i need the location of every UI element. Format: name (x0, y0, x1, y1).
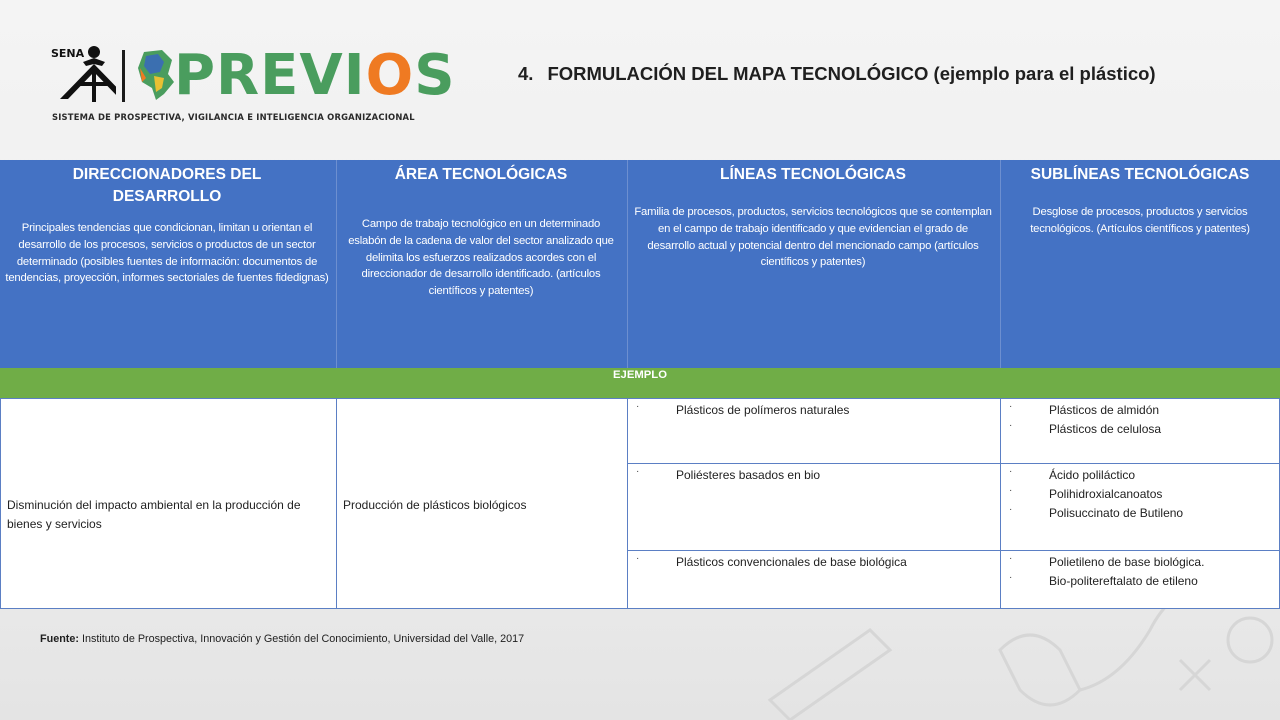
line-cell (627, 398, 1001, 464)
colombia-map-icon (134, 48, 176, 102)
cross-icon (1180, 660, 1210, 690)
subline-text: Plásticos de celulosa (1049, 422, 1162, 436)
subline-cell (1000, 463, 1280, 551)
source-text: Instituto de Prospectiva, Innovación y Gestión del Conocimiento, Universidad del Valle, 2017 (82, 633, 525, 645)
bullet: · (1009, 401, 1013, 412)
example-band: EJEMPLO (0, 368, 1280, 398)
bullet: · (636, 466, 640, 477)
header-title-drivers: DIRECCIONADORES DEL DESARROLLO (72, 166, 262, 205)
line-cell (627, 463, 1001, 551)
header-divider (1000, 160, 1001, 368)
header-desc-drivers: Principales tendencias que condicionan, limitan u orientan el desarrollo de los procesos, servicios o productos de un sector determinado (posibles fuentes de información: documentos de tendencias, proyección, informes sectoriales de fuentes fidedignas) (5, 222, 329, 285)
bullet: · (636, 553, 640, 564)
brand-wordmark (174, 43, 456, 108)
line-text: Plásticos de polímeros naturales (676, 403, 850, 417)
logo-separator (122, 50, 125, 102)
bullet: · (1009, 420, 1013, 431)
subline-text: Polisuccinato de Butileno (1049, 506, 1184, 520)
subline-text: Polihidroxialcanoatos (1049, 487, 1163, 501)
line-text: Poliésteres basados en bio (676, 468, 821, 482)
pencil-icon (770, 630, 890, 720)
header-title-lines: LÍNEAS TECNOLÓGICAS (719, 166, 906, 183)
mouse-icon (1000, 635, 1080, 705)
subline-text: Plásticos de almidón (1049, 403, 1160, 417)
title-main: FORMULACIÓN DEL MAPA TECNOLÓGICO (547, 63, 929, 84)
driver-text: Disminución del impacto ambiental en la producción de bienes y servicios (7, 498, 301, 531)
line-text: Plásticos convencionales de base biológica (676, 555, 907, 569)
driver-cell (0, 398, 337, 609)
header-desc-areas: Campo de trabajo tecnológico en un determinado eslabón de la cadena de valor del sector analizado que delimita los esfuerzos realizados acordes con el direccionador de desarrollo identificado. (artículos científicos y patentes) (348, 218, 614, 298)
line-cell (627, 550, 1001, 609)
header-divider (336, 160, 337, 368)
bullet: · (1009, 553, 1013, 564)
logo-tagline: SISTEMA DE PROSPECTIVA, VIGILANCIA E INTELIGENCIA ORGANIZACIONAL (52, 112, 415, 122)
header-title-sublines: SUBLÍNEAS TECNOLÓGICAS (1030, 166, 1250, 183)
area-text: Producción de plásticos biológicos (343, 498, 527, 512)
previos-logo (50, 43, 456, 126)
bullet: · (1009, 572, 1013, 583)
bullet: · (636, 401, 640, 412)
bullet: · (1009, 485, 1013, 496)
gear-icon (1228, 618, 1272, 662)
page-title (518, 63, 1156, 85)
example-table (0, 398, 1280, 609)
source-label: Fuente: (40, 633, 79, 645)
subline-cell (1000, 398, 1280, 464)
header-cell-areas (338, 160, 624, 368)
header-cell-lines (629, 160, 997, 368)
subline-cell (1000, 550, 1280, 609)
sena-wordmark: SENA (51, 47, 85, 60)
area-cell (336, 398, 628, 609)
header-band (0, 160, 1280, 368)
subline-text: Bio-politereftalato de etileno (1049, 574, 1198, 588)
title-number: 4. (518, 63, 534, 84)
brand-prefix: PREVI (174, 43, 366, 108)
header-desc-lines: Familia de procesos, productos, servicios tecnológicos que se contemplan en el campo de trabajo identificado y que evidencian el grado de desarrollo actual y potencial dentro del mencionado campo (artículos científicos y patentes) (634, 206, 992, 269)
title-suffix: (ejemplo para el plástico) (933, 63, 1156, 84)
header-title-areas: ÁREA TECNOLÓGICAS (394, 166, 568, 183)
bullet: · (1009, 466, 1013, 477)
header-divider (627, 160, 628, 368)
bullet: · (1009, 504, 1013, 515)
subline-text: Polietileno de base biológica. (1049, 555, 1205, 569)
sena-logo-icon (50, 44, 116, 104)
subline-text: Ácido poliláctico (1049, 468, 1136, 482)
header-desc-sublines: Desglose de procesos, productos y servicios tecnológicos. (Artículos científicos y patentes) (1030, 206, 1250, 235)
source-note (40, 633, 524, 645)
header-cell-drivers (0, 160, 334, 368)
header-cell-sublines (1002, 160, 1278, 368)
brand-o: O (365, 43, 415, 108)
brand-suffix: S (414, 43, 456, 108)
